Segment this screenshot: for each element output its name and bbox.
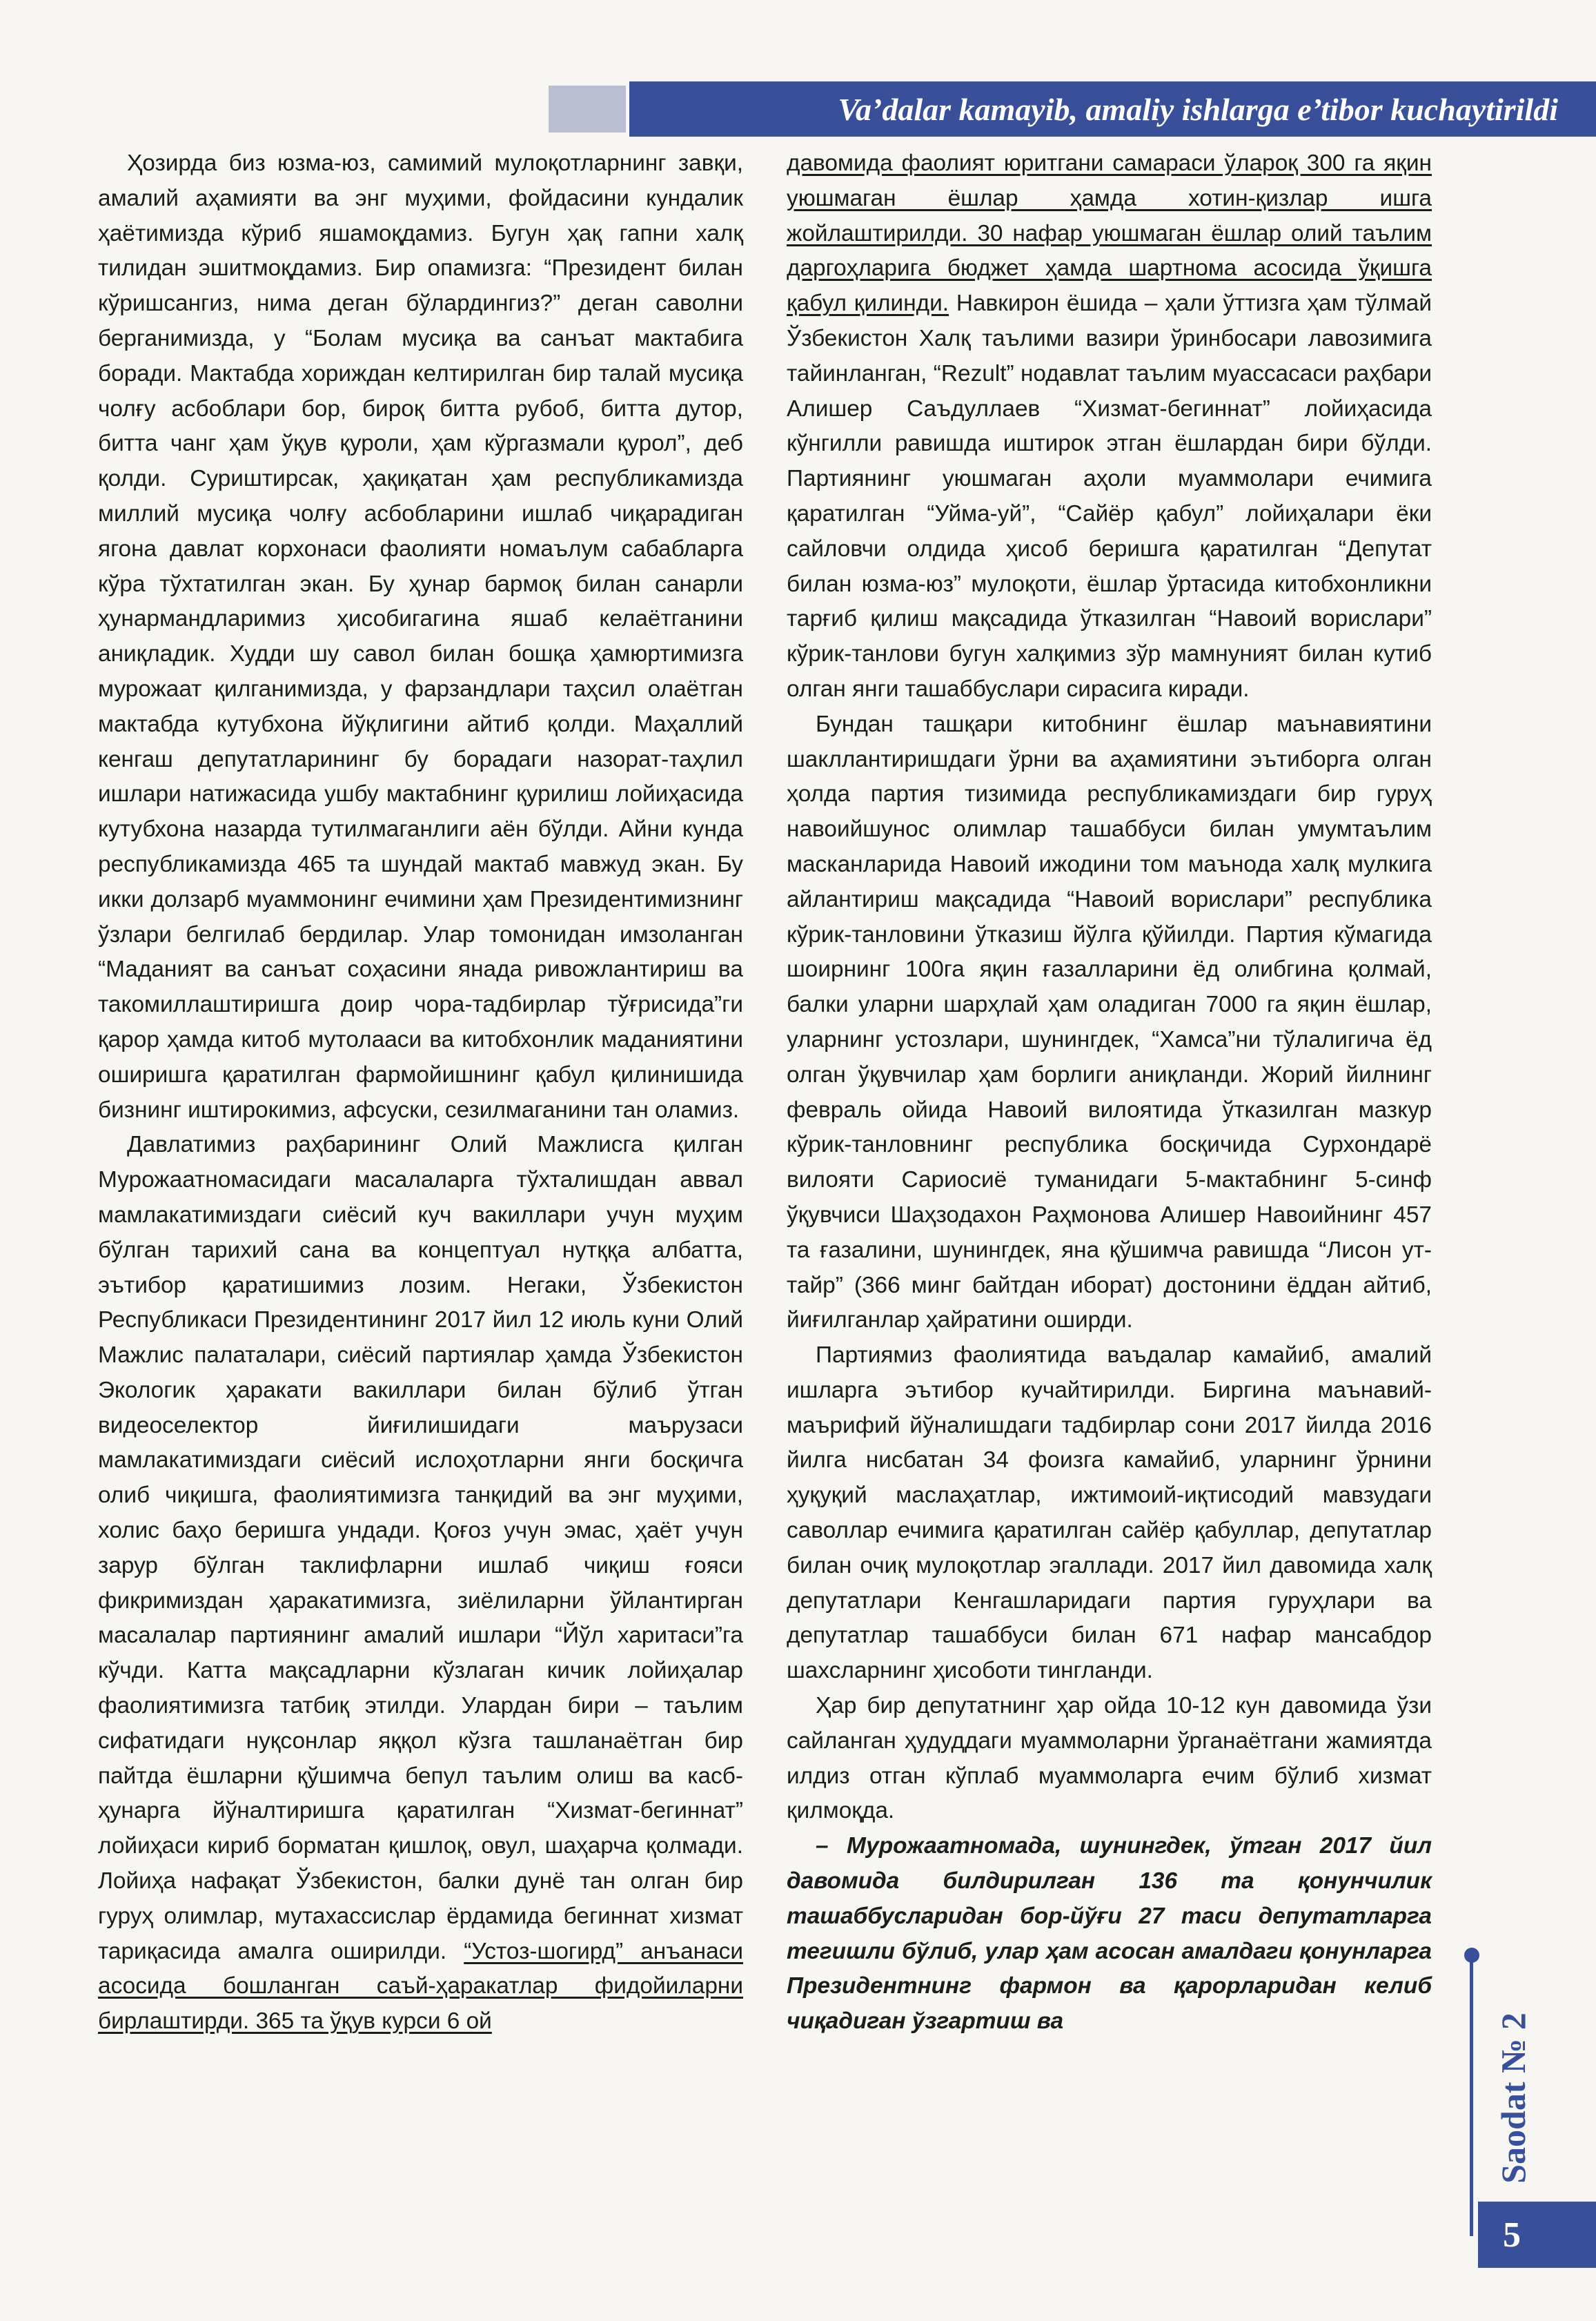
underlined-text: давомида фаолият юритгани самараси ўлароқ 300 га яқин уюшмаган ёшлар ҳамда хотин-қизлар ишга жойлаштирилди. 30 нафар уюшмаган ёшлар олий таълим даргоҳларига бюджет ҳамда шартнома асосида ўқишга қабул қилинди. [787,150,1432,317]
paragraph: Бундан ташқари китобнинг ёшлар маънавиятини шакллантиришдаги ўрни ва аҳамиятини эътиборга олган ҳолда партия тизимида республикамиздаги бир гуруҳ навоийшунос олимлар ташаббуси билан умумтаълим масканларида Навоий ижодини том маънода халқ мулкига айлантириш мақсадида “Навоий ворислари” республика кўрик-танловини ўтказиш йўлга қўйилди. Партия кўмагида шоирнинг 100га яқин ғазалларини ёд олибгина қолмай, балки уларни шарҳлай ҳам оладиган 7000 га яқин ёшлар, уларнинг устозлари, шунингдек, “Хамса”ни тўлалигича ёд олган ўқувчилар ҳам борлиги аниқланди. Жорий йилнинг февраль ойида Навоий вилоятида ўтказилган мазкур кўрик-танловнинг республика босқичида Сурхондарё вилояти Сариосиё туманидаги 5-мактабнинг 5-синф ўқувчиси Шаҳзодахон Раҳмонова Алишер Навоийнинг 457 та ғазалини, шунингдек, яна қўшимча равишда “Лисон ут-тайр” (366 минг байтдан иборат) достонини ёддан айтиб, йиғилганлар ҳайратини оширди. [787,711,1432,1333]
page-number [1478,2202,1596,2268]
page-number-label: 5 [1503,2215,1521,2255]
paragraph [787,146,1432,707]
paragraph [98,1128,743,2039]
left-column [98,146,743,2039]
right-column [787,146,1432,2039]
paragraph: Партиямиз фаолиятида ваъдалар камайиб, амалий ишларга эътибор кучайтирилди. Биргина маънавий-маърифий йўналишдаги тадбирлар сони 2017 йилда 2016 йилга нисбатан 34 фоизга камайиб, уларнинг ўрнини ҳуқуқий маслаҳатлар, ижтимоий-иқтисодий мавзудаги саволлар ечимига қаратилган сайёр қабуллар, депутатлар билан очиқ мулоқотлар эгаллади. 2017 йил давомида халқ депутатлари Кенгашларидаги партия гуруҳлари ва депутатлар ташаббуси билан 671 нафар мансабдор шахсларнинг ҳисоботи тингланди. [787,1342,1432,1684]
paragraph-text: Навкирон ёшида – ҳали ўттизга ҳам тўлмай Ўзбекистон Халқ таълими вазири ўринбосари лавозимига тайинланган, “Rezult” нодавлат таълим муассасаси раҳбари Алишер Саъдуллаев “Хизмат-бегиннат” лойиҳасида кўнгилли равишда иштирок этган ёшлардан бири бўлди. Партиянинг уюшмаган аҳоли муаммолари ечимига қаратилган “Уйма-уй”, “Сайёр қабул” лойиҳалари ёки сайловчи олдида ҳисоб беришга қаратилган “Депутат билан юзма-юз” мулоқоти, ёшлар ўртасида китобхонликни тарғиб қилиш мақсадида ўтказилган “Навоий ворислари” кўрик-танлови бугун халқимиз зўр мамнуният билан кутиб олган янги ташаббуслари сирасига киради. [787,291,1432,702]
header-tab-decoration [549,86,626,133]
header-bar [629,81,1596,137]
paragraph: Ҳозирда биз юзма-юз, самимий мулоқотларнинг завқи, амалий аҳамияти ва энг муҳими, фойдасини кундалик ҳаётимизда кўриб яшамоқдамиз. Бугун ҳақ гапни халқ тилидан эшитмоқдамиз. Бир опамизга: “Президент билан кўришсангиз, нима деган бўлардингиз?” деган саволни берганимизда, у “Болам мусиқа ва санъат мактабига боради. Мактабда хориждан келтирилган бир талай мусиқа чолғу асбоблари бор, бироқ битта рубоб, битта дутор, битта чанг ҳам ўқув қуроли, ҳам кўргазмали қурол”, деб қолди. Суриштирсак, ҳақиқатан ҳам республикамизда миллий мусиқа чолғу асбобларини ишлаб чиқарадиган ягона давлат корхонаси фаолияти номаълум сабабларга кўра тўхтатилган экан. Бу ҳунар бармоқ билан санарли ҳунармандларимиз ҳисобигагина яшаб келаётганини аниқладик. Худди шу савол билан бошқа ҳамюртимизга мурожаат қилганимизда, у фарзандлари таҳсил олаётган мактабда кутубхона йўқлигини айтиб қолди. Маҳаллий кенгаш депутатларининг бу борадаги назорат-таҳлил ишлари натижасида ушбу мактабнинг қурилиш лойиҳасида кутубхона назарда тутилмаганлиги аён бўлди. Айни кунда республикамизда 465 та шундай мактаб мавжуд экан. Бу икки долзарб муаммонинг ечимини ҳам Президентимизнинг ўзлари белгилаб бердилар. Улар томонидан имзоланган “Маданият ва санъат соҳасини янада ривожлантириш ва такомиллаштиришга доир чора-тадбирлар тўғрисида”ги қарор ҳамда китоб мутолааси ва китобхонлик маданиятини оширишга қаратилган фармойишнинг қабул қилинишида бизнинг иштирокимиз, афсуски, сезилмаганини тан оламиз. [98,150,743,1123]
magazine-name-label: Saodat № 2 [1494,2012,1533,2184]
magazine-name [1475,1960,1552,2236]
underlined-text: “Устоз-шогирд” анъанаси асосида бошланган саъй-ҳаракатлар фидойиларни бирлаштирди. 365 та ўқув курси 6 ой [98,1938,743,2035]
quote-paragraph: – Мурожаатномада, шунингдек, ўтган 2017 йил давомида билдирилган 136 та қонунчилик ташаббусларидан бор-йўғи 27 таси депутатларга тегишли бўлиб, улар ҳам асосан амалдаги қонунларга Президентнинг фармон ва қарорларидан келиб чиқадиган ўзгартиш ва [787,1833,1432,2035]
paragraph-text: Давлатимиз раҳбарининг Олий Мажлисга қилган Мурожаатномасидаги масалаларга тўхталишдан аввал мамлакатимиздаги сиёсий куч вакиллари учун муҳим бўлган тарихий сана ва концептуал нутққа албатта, эътибор қаратишимиз лозим. Негаки, Ўзбекистон Республикаси Президентининг 2017 йил 12 июль куни Олий Мажлис палаталари, сиёсий партиялар ҳамда Ўзбекистон Экологик ҳаракати вакиллари билан бўлиб ўтган видеоселектор йиғилишидаги маърузаси мамлакатимиздаги сиёсий ислоҳотларни янги босқичга олиб чиқишга, фаолиятимизга танқидий ва энг муҳими, холис баҳо беришга ундади. Қоғоз учун эмас, ҳаёт учун зарур бўлган таклифларни ишлаб чиқиш ғояси фикримиздан ҳаракатимизга, зиёлиларни ўйлантирган масалалар партиянинг амалий ишлари “Йўл харитаси”га кўчди. Катта мақсадларни кўзлаган кичик лойиҳалар фаолиятимизга татбиқ этилди. Улардан бири – таълим сифатидаги нуқсонлар яққол кўзга ташланаётган бир пайтда ёшларни қўшимча бепул таълим олиш ва касб-ҳунарга йўналтиришга қаратилган “Хизмат-бегиннат” лойиҳаси кириб борматан қишлоқ, овул, шаҳарча қолмади. Лойиҳа нафақат Ўзбекистон, балки дунё тан олган бир гуруҳ олимлар, мутахассислар ёрдамида бегиннат хизмат тариқасида амалга оширилди. [98,1132,743,1964]
page-title: Va’dalar kamayib, amaliy ishlarga e’tibor kuchaytirildi [838,91,1558,127]
side-rail [1470,1959,1473,2236]
paragraph: Ҳар бир депутатнинг ҳар ойда 10-12 кун давомида ўзи сайланган ҳудуддаги муаммоларни ўрганаётгани жамиятда илдиз отган кўплаб муаммоларга ечим бўлиб хизмат қилмоқда. [787,1693,1432,1824]
